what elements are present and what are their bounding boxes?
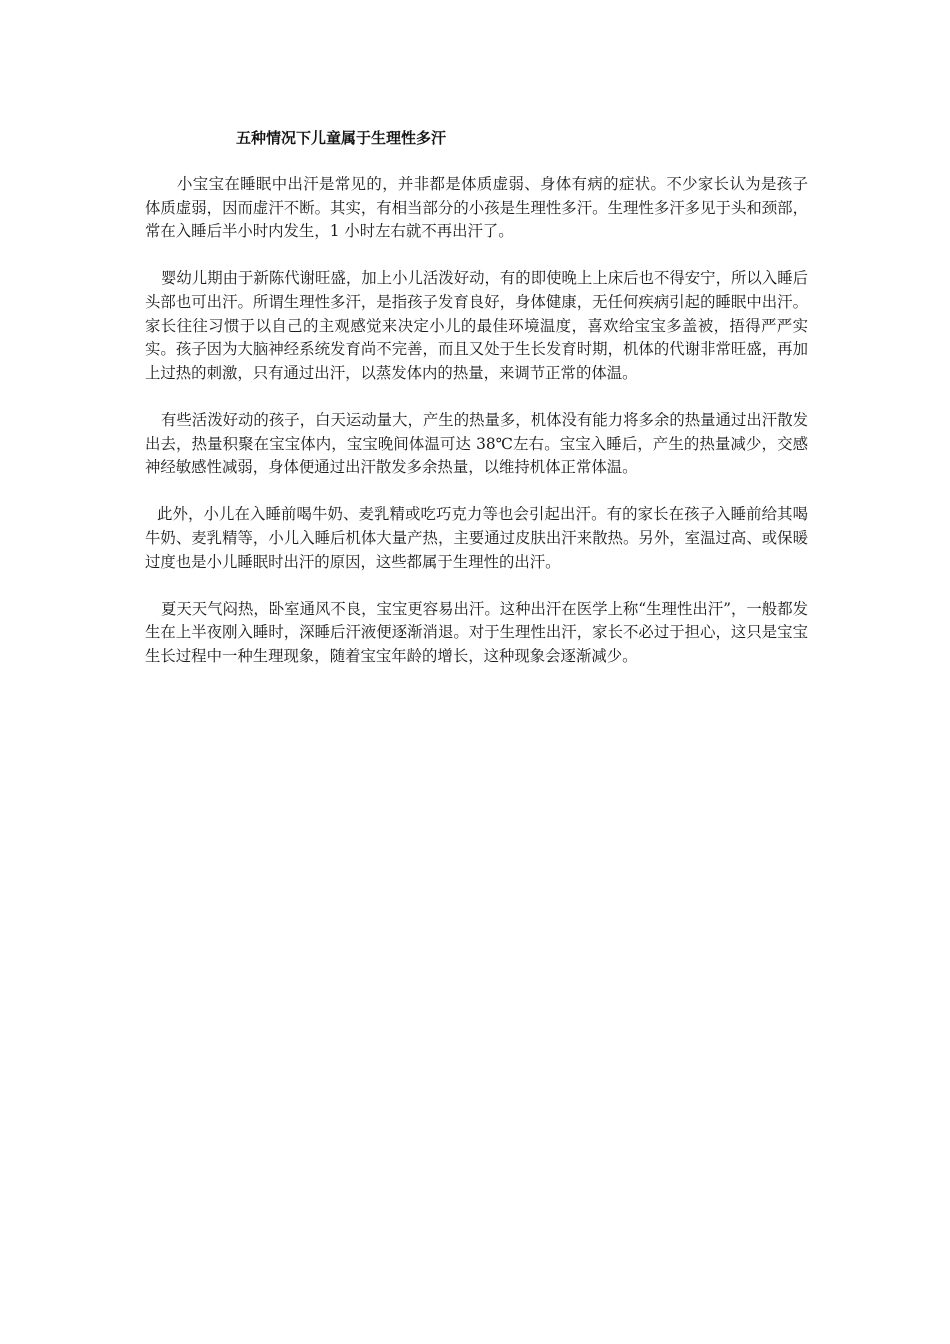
paragraph-1: 小宝宝在睡眠中出汗是常见的，并非都是体质虚弱、身体有病的症状。不少家长认为是孩子体质虚弱，因而虚汗不断。其实，有相当部分的小孩是生理性多汗。生理性多汗多见于头和颈部，常在入睡后半小时内发生，1 小时左右就不再出汗了。 bbox=[145, 175, 808, 241]
paragraph-5: 夏天天气闷热，卧室通风不良，宝宝更容易出汗。这种出汗在医学上称“生理性出汗”，一般都发生在上半夜刚入睡时，深睡后汗液便逐渐消退。对于生理性出汗，家长不必过于担心，这只是宝宝生长过程中一种生理现象，随着宝宝年龄的增长，这种现象会逐渐减少。 bbox=[145, 599, 808, 665]
document-body bbox=[145, 173, 808, 692]
paragraph-4: 此外，小儿在入睡前喝牛奶、麦乳精或吃巧克力等也会引起出汗。有的家长在孩子入睡前给其喝牛奶、麦乳精等，小儿入睡后机体大量产热，主要通过皮肤出汗来散热。另外，室温过高、或保暖过度也是小儿睡眠时出汗的原因，这些都属于生理性的出汗。 bbox=[145, 505, 808, 571]
paragraph-2: 婴幼儿期由于新陈代谢旺盛，加上小儿活泼好动，有的即使晚上上床后也不得安宁，所以入睡后头部也可出汗。所谓生理性多汗，是指孩子发育良好，身体健康，无任何疾病引起的睡眠中出汗。家长往往习惯于以自己的主观感觉来决定小儿的最佳环境温度，喜欢给宝宝多盖被，捂得严严实实。孩子因为大脑神经系统发育尚不完善，而且又处于生长发育时期，机体的代谢非常旺盛，再加上过热的刺激，只有通过出汗，以蒸发体内的热量，来调节正常的体温。 bbox=[145, 269, 808, 382]
document-title: 五种情况下儿童属于生理性多汗 bbox=[236, 129, 447, 147]
paragraph-3: 有些活泼好动的孩子，白天运动量大，产生的热量多，机体没有能力将多余的热量通过出汗散发出去，热量积聚在宝宝体内，宝宝晚间体温可达 38℃左右。宝宝入睡后，产生的热量减少，交感神经敏感性减弱，身体便通过出汗散发多余热量，以维持机体正常体温。 bbox=[145, 410, 808, 477]
